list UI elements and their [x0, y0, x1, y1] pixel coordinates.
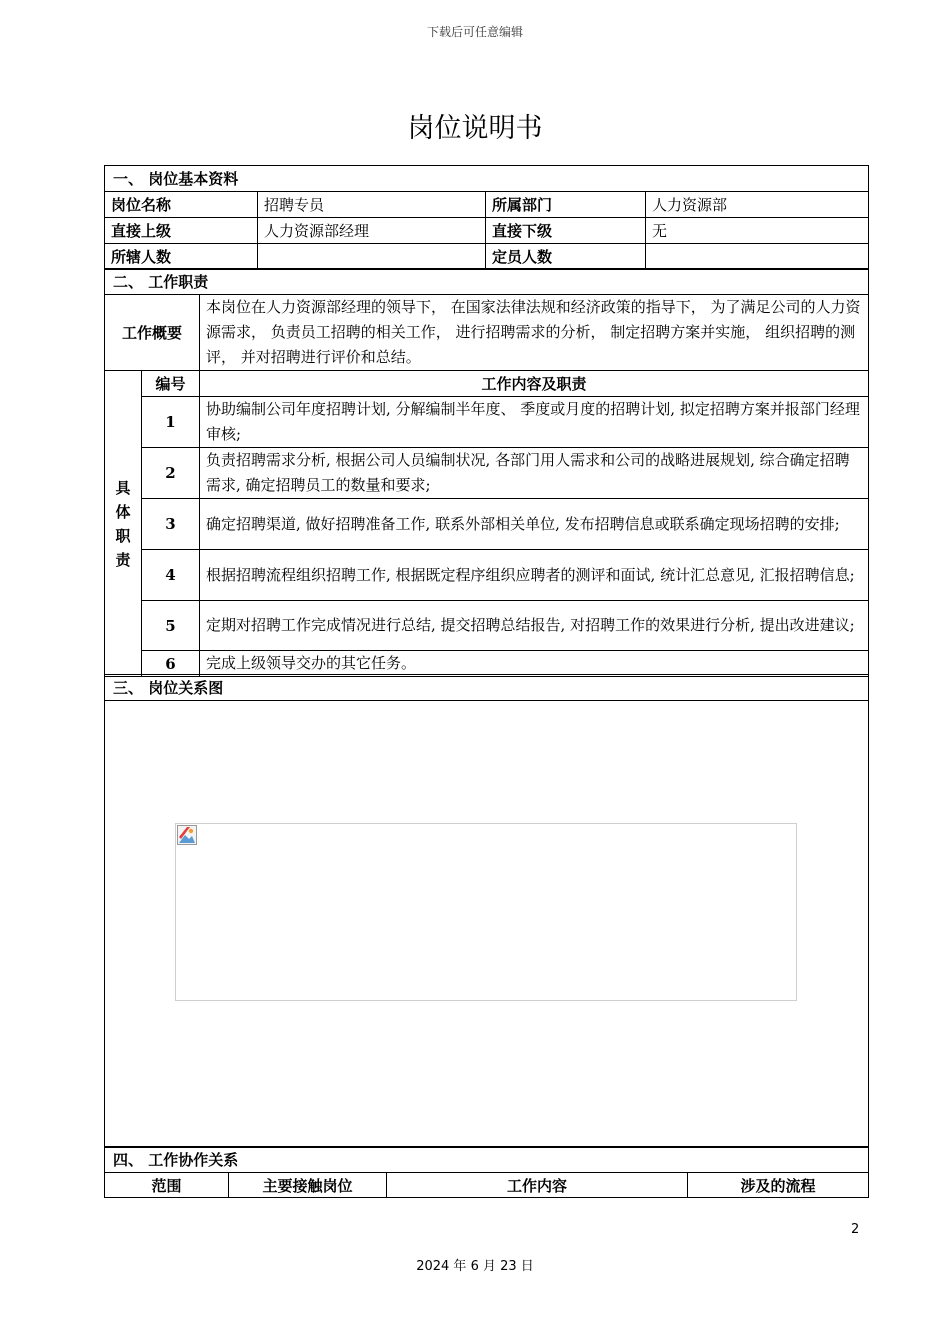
column-header-scope: 范围 [105, 1173, 229, 1198]
value-department: 人力资源部 [646, 192, 869, 218]
side-label-char: 体 [115, 502, 131, 521]
table-row [105, 397, 869, 448]
table-row [105, 601, 869, 651]
side-label-char: 责 [115, 550, 131, 569]
column-header-contact-position: 主要接触岗位 [229, 1173, 387, 1198]
relationship-diagram-image [175, 823, 797, 1001]
column-header-work-content: 工作内容 [387, 1173, 688, 1198]
table-row [105, 651, 869, 677]
section-heading-relationship: 三、 岗位关系图 [105, 675, 869, 701]
page-title: 岗位说明书 [407, 113, 543, 144]
duty-number: 3 [142, 499, 200, 550]
value-headcount-managed [258, 244, 486, 270]
broken-image-icon [177, 825, 197, 845]
column-header-number: 编号 [142, 371, 200, 397]
table-row [105, 218, 869, 244]
section-heading-collaboration: 四、 工作协作关系 [105, 1147, 869, 1173]
column-header-content: 工作内容及职责 [200, 371, 869, 397]
section-heading-duties: 二、 工作职责 [105, 269, 869, 295]
work-summary-text: 本岗位在人力资源部经理的领导下， 在国家法律法规和经济政策的指导下， 为了满足公司的人力资源需求， 负责员工招聘的相关工作， 进行招聘需求的分析， 制定招聘方案并实施， 组织招聘的测评， 并对招聘进行评价和总结。 [200, 295, 869, 371]
table-row [105, 448, 869, 499]
value-position-name: 招聘专员 [258, 192, 486, 218]
table-row [105, 244, 869, 270]
collaboration-section [104, 1146, 868, 1198]
label-headcount-managed: 所辖人数 [105, 244, 258, 270]
label-position-name: 岗位名称 [105, 192, 258, 218]
label-work-summary: 工作概要 [105, 295, 200, 371]
table-row [105, 499, 869, 550]
page-number: 2 [851, 1222, 860, 1237]
duty-text: 定期对招聘工作完成情况进行总结, 提交招聘总结报告, 对招聘工作的效果进行分析, 提出改进建议; [200, 601, 869, 651]
duty-text: 根据招聘流程组织招聘工作, 根据既定程序组织应聘者的测评和面试, 统计汇总意见, 汇报招聘信息; [200, 550, 869, 601]
duties-section [104, 268, 868, 677]
header-note: 下载后可任意编辑 [426, 25, 523, 39]
duty-text: 完成上级领导交办的其它任务。 [200, 651, 869, 677]
duty-text: 确定招聘渠道, 做好招聘准备工作, 联系外部相关单位, 发布招聘信息或联系确定现场招聘的安排; [200, 499, 869, 550]
duty-number: 4 [142, 550, 200, 601]
footer-date: 2024 年 6 月 23 日 [416, 1259, 534, 1274]
side-label-char: 具 [115, 478, 131, 497]
collaboration-table [104, 1146, 869, 1198]
table-row [105, 550, 869, 601]
value-headcount-quota [646, 244, 869, 270]
duty-number: 5 [142, 601, 200, 651]
duty-number: 6 [142, 651, 200, 677]
duty-text: 协助编制公司年度招聘计划, 分解编制半年度、 季度或月度的招聘计划, 拟定招聘方案并报部门经理审核; [200, 397, 869, 448]
label-direct-superior: 直接上级 [105, 218, 258, 244]
specific-duties-label [105, 371, 142, 677]
label-department: 所属部门 [486, 192, 646, 218]
side-label-char: 职 [115, 526, 131, 545]
table-row [105, 192, 869, 218]
label-direct-subordinate: 直接下级 [486, 218, 646, 244]
basic-info-section [104, 165, 868, 270]
column-header-process: 涉及的流程 [688, 1173, 869, 1198]
section-heading-basic-info: 一、 岗位基本资料 [105, 166, 869, 192]
label-headcount-quota: 定员人数 [486, 244, 646, 270]
duties-table [104, 268, 869, 677]
value-direct-subordinate: 无 [646, 218, 869, 244]
duty-number: 1 [142, 397, 200, 448]
table-row [105, 1173, 869, 1198]
basic-info-table [104, 165, 869, 270]
duty-text: 负责招聘需求分析, 根据公司人员编制状况, 各部门用人需求和公司的战略进展规划, 综合确定招聘需求, 确定招聘员工的数量和要求; [200, 448, 869, 499]
duty-number: 2 [142, 448, 200, 499]
value-direct-superior: 人力资源部经理 [258, 218, 486, 244]
